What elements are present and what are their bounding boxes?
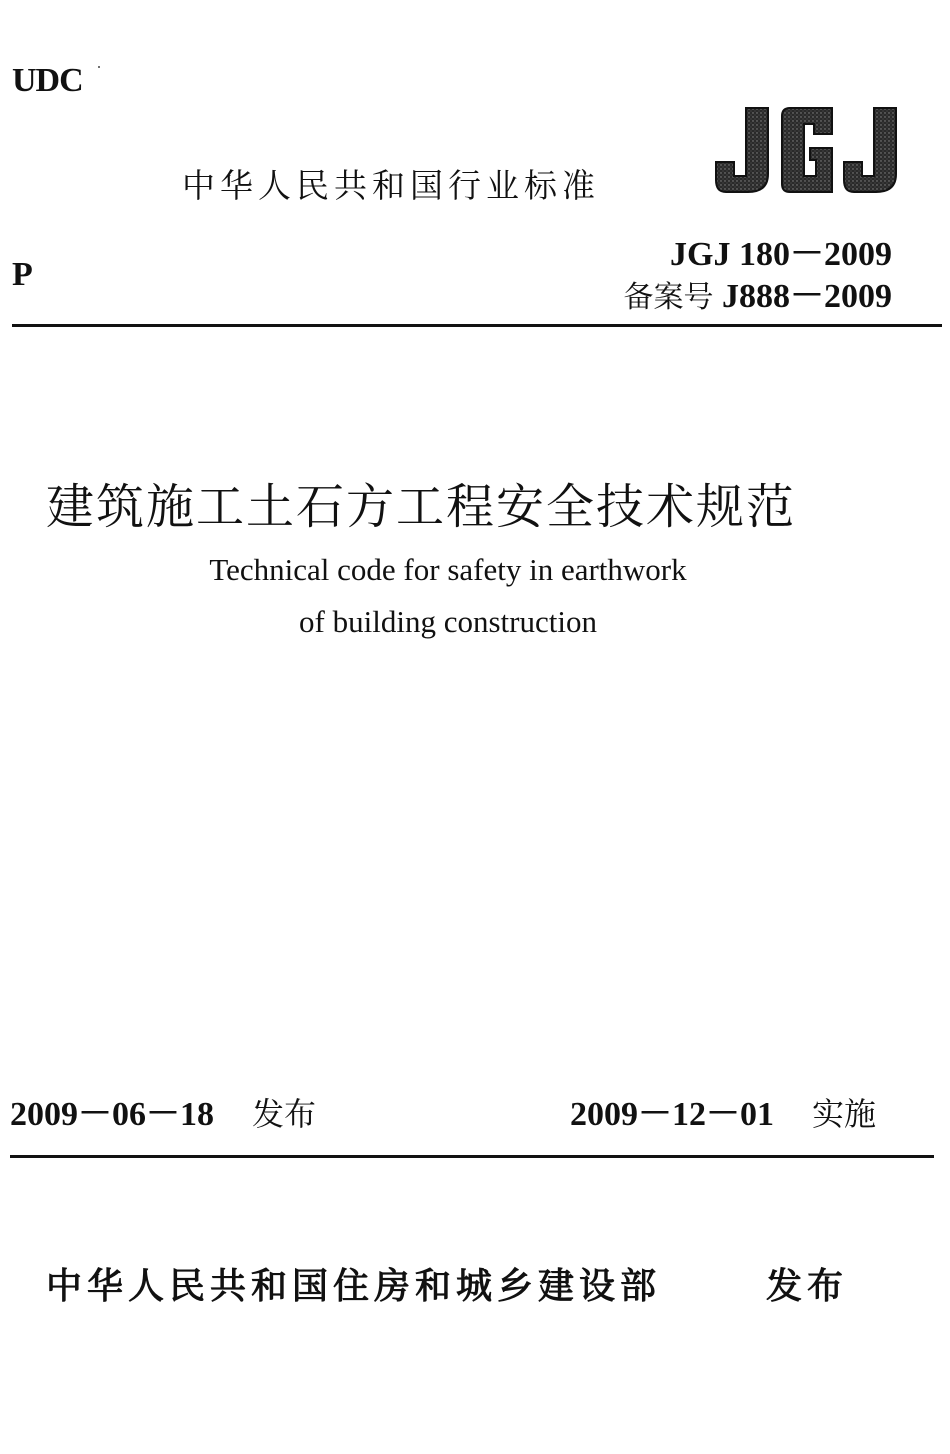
udc-dot bbox=[98, 66, 100, 68]
effective-label: 实施 bbox=[812, 1095, 877, 1133]
issue-date: 2009－06－18 bbox=[10, 1096, 214, 1133]
issue-date-line bbox=[10, 1086, 316, 1135]
title-english-line2: of building construction bbox=[299, 604, 597, 639]
record-number: J888－2009 bbox=[722, 278, 892, 315]
effective-date: 2009－12－01 bbox=[570, 1096, 774, 1133]
bottom-divider bbox=[10, 1155, 934, 1158]
publisher-name: 中华人民共和国住房和城乡建设部 bbox=[46, 1266, 662, 1307]
publisher-action: 发布 bbox=[766, 1266, 849, 1307]
jgj-logo bbox=[712, 104, 898, 196]
record-number-line bbox=[624, 268, 893, 317]
top-divider bbox=[12, 324, 942, 327]
record-label: 备案号 bbox=[623, 280, 714, 315]
category-code: P bbox=[12, 256, 33, 293]
industry-standard-heading: 中华人民共和国行业标准 bbox=[182, 166, 600, 205]
title-english-line1: Technical code for safety in earthwork bbox=[209, 552, 687, 587]
udc-label: UDC bbox=[12, 62, 83, 99]
title-chinese: 建筑施工土石方工程安全技术规范 bbox=[46, 479, 797, 535]
standard-number: JGJ 180－2009 bbox=[670, 236, 892, 273]
effective-date-line bbox=[570, 1086, 876, 1135]
issue-label: 发布 bbox=[252, 1095, 317, 1133]
